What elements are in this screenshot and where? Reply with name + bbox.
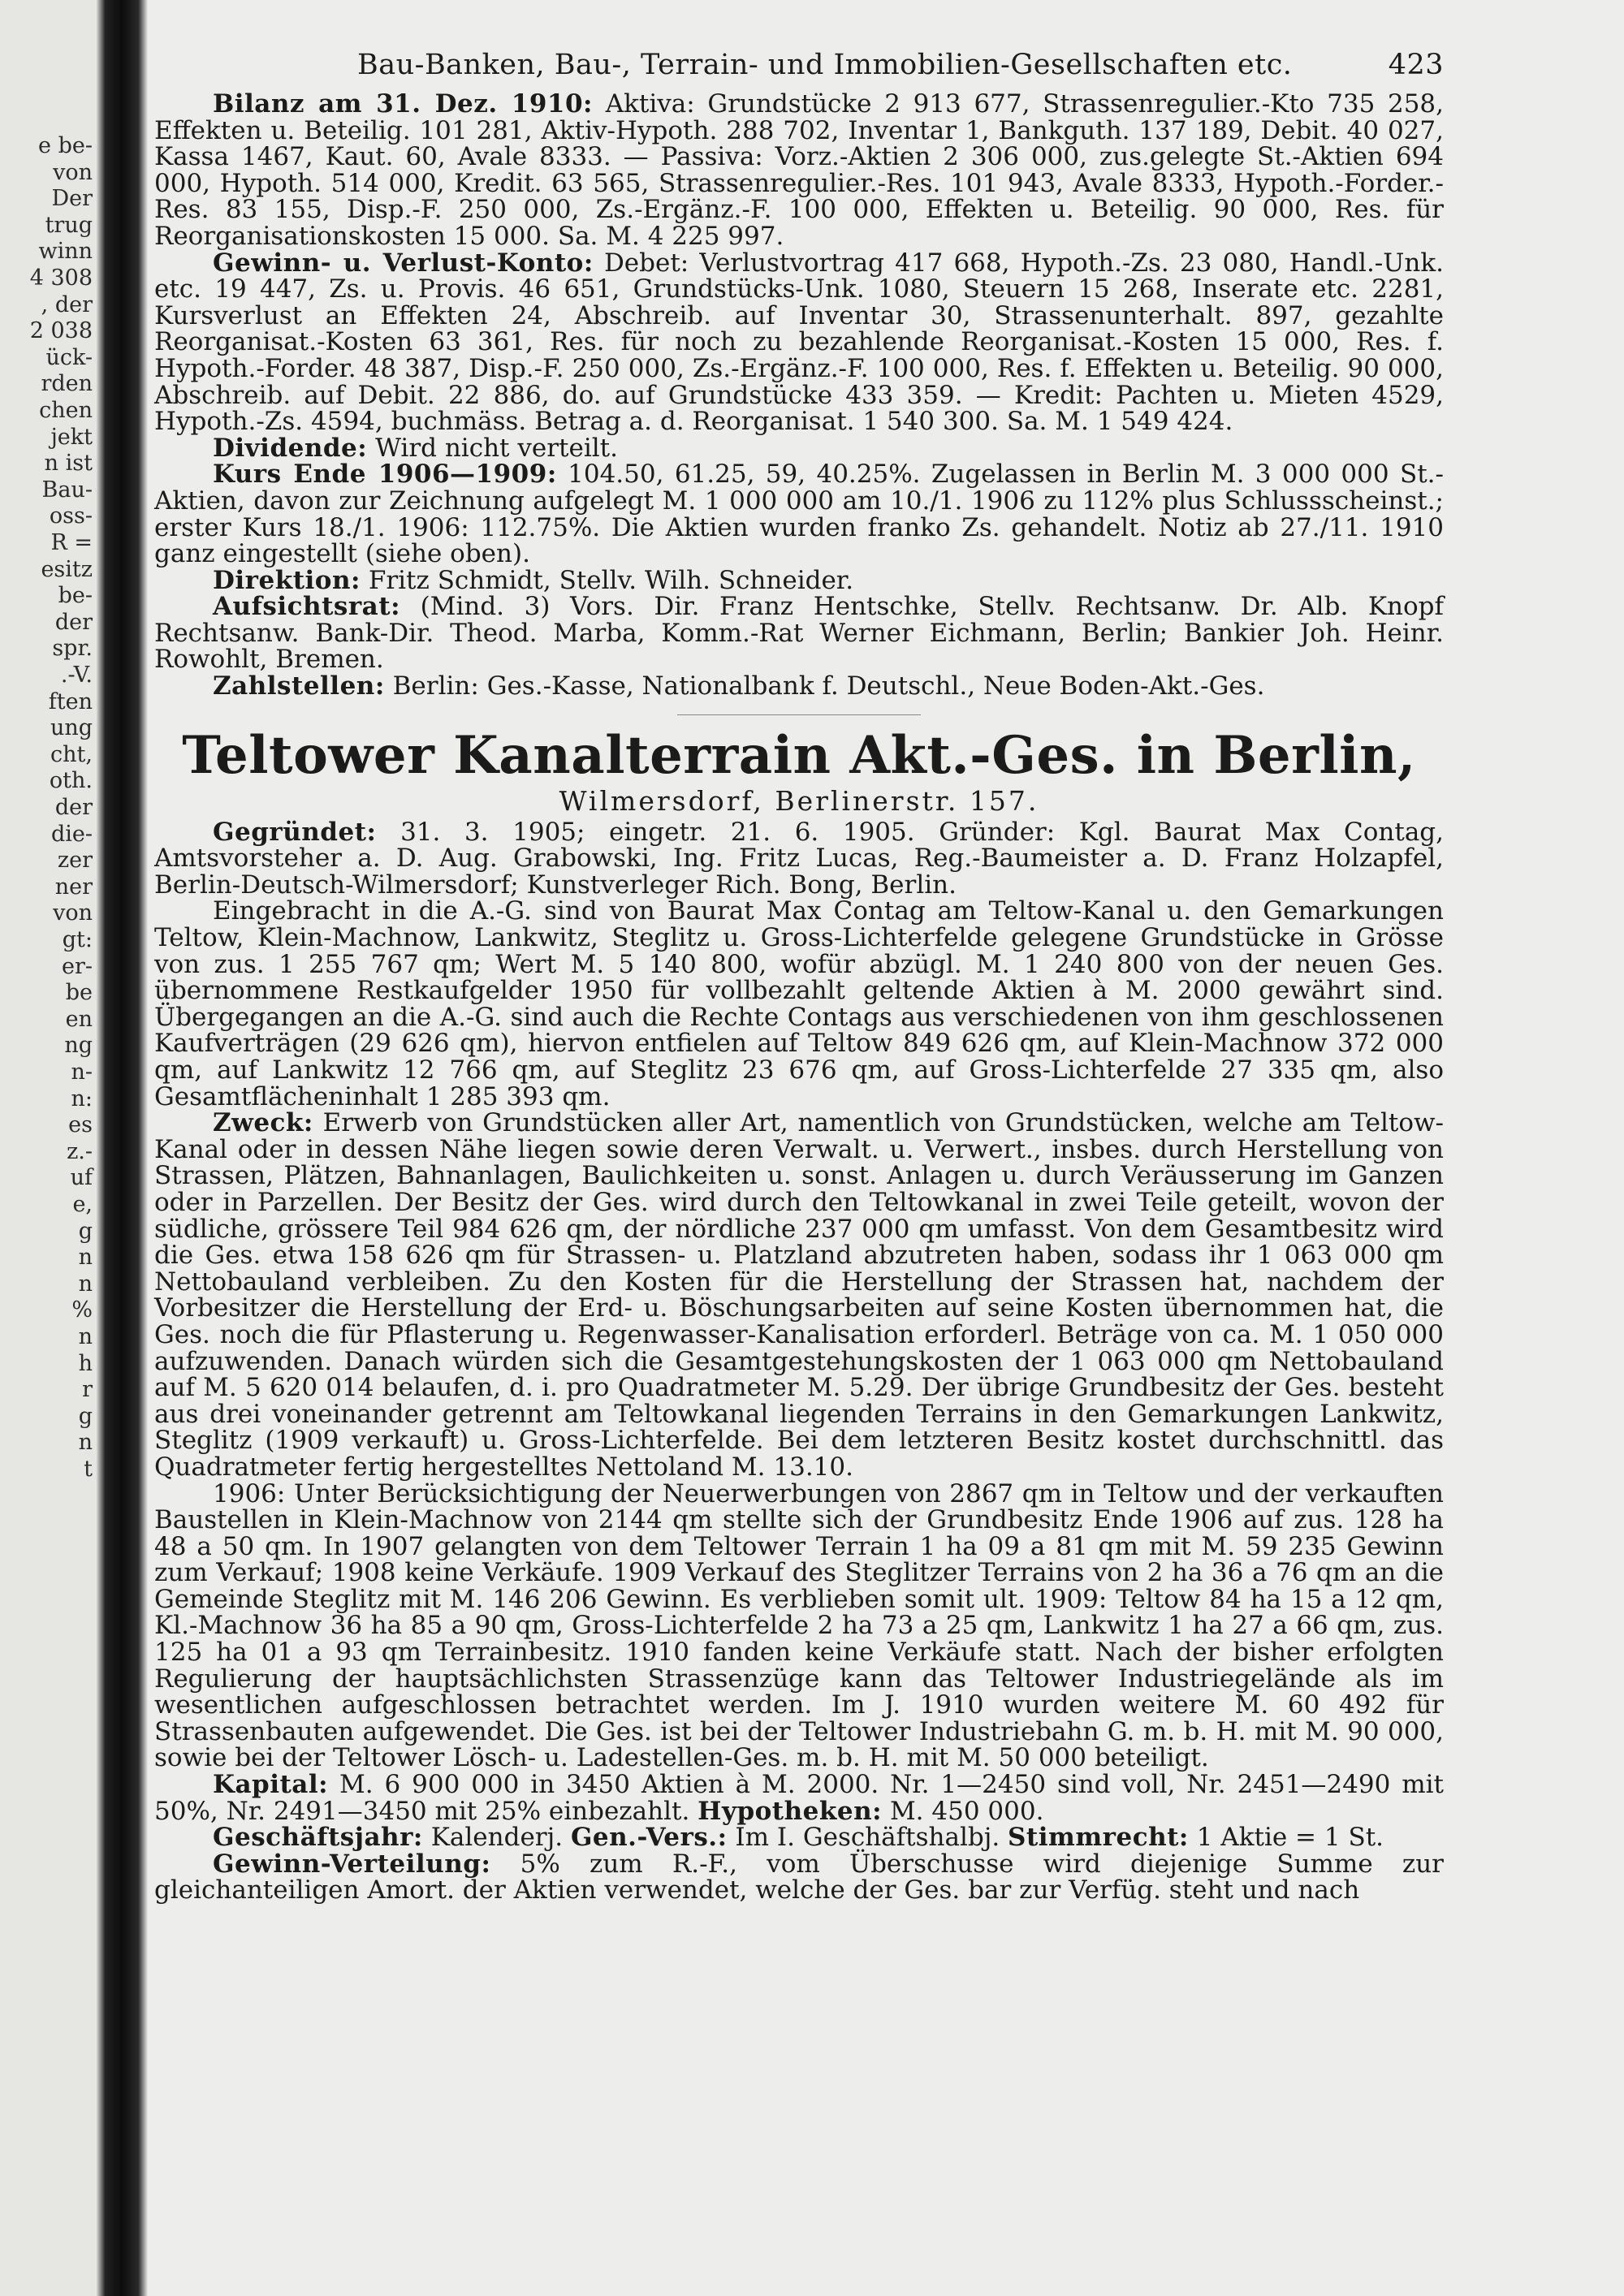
gen-vers-text: Im I. Geschäftshalbj. (735, 1823, 1000, 1853)
aufsichtsrat-label: Aufsichtsrat: (213, 592, 401, 622)
direktion-label: Direktion: (213, 565, 361, 595)
gegruendet-text: 31. 3. 1905; eingetr. 21. 6. 1905. Gründer: Kgl. Baurat Max Contag, Amtsvorsteher a. D. Aug. Grabowski, Ing. Fritz Lucas, Reg.-Baumeister a. D. Franz Holzapfel, Berlin-Deutsch-Wilmersdorf; Kunstverleger Rich. Bong, Berlin. (154, 817, 1445, 900)
margin-fragment: gt: (62, 927, 93, 952)
direktion-text: Fritz Schmidt, Stellv. Wilh. Schneider. (368, 565, 854, 595)
running-head (154, 49, 1444, 91)
kurs-paragraph (154, 461, 1444, 567)
margin-fragment: t (84, 1457, 93, 1482)
margin-fragment: esitz (41, 556, 93, 582)
margin-fragment: von (53, 159, 93, 185)
margin-fragment: n- (71, 1060, 93, 1085)
geschaeftsjahr-text: Kalenderj. (430, 1823, 564, 1853)
kapital-text: M. 6 900 000 in 3450 Aktien à M. 2000. Nr. 1—2450 sind voll, Nr. 2451—2490 mit 50%, Nr. 2491—3450 mit 25% einbezahlt. (154, 1770, 1444, 1826)
kurs-text: 104.50, 61.25, 59, 40.25%. Zugelassen in Berlin M. 3 000 000 St.-Aktien, davon zur Zeichnung aufgelegt M. 1 000 000 am 10./1. 1906 zu 112% plus Schlussscheinst.; erster Kurs 18./1. 1906: 112.75%. Die Aktien wurden franko Zs. gehandelt. Notiz ab 27./11. 1910 ganz eingestellt (siehe oben). (154, 460, 1444, 569)
hypotheken-label: Hypotheken: (698, 1796, 883, 1826)
eingebracht-paragraph: Eingebracht in die A.-G. sind von Baurat Max Contag am Teltow-Kanal u. den Gemarkungen Teltow, Klein-Machnow, Lankwitz, Steglitz u. Gross-Lichterfelde gelegene Grundstücke in Grösse von zus. 1 255 767 qm; Wert M. 5 140 800, wofür abzügl. M. 1 240 800 von der neuen Ges. übernommene Restkaufgelder 1950 für vollbezahlt geltende Aktien à M. 2000 gewährt sind. Übergegangen an die A.-G. sind auch die Rechte Contags aus verschiedenen von ihm geschlossenen Kaufverträgen (29 626 qm), hiervon entfielen auf Teltow 849 626 qm, auf Klein-Machnow 372 000 qm, auf Lankwitz 12 766 qm, auf Steglitz 23 676 qm, auf Gross-Lichterfelde 27 335 qm, also Gesamtflächeninhalt 1 285 393 qm. (154, 896, 1444, 1111)
margin-fragment: h (78, 1350, 93, 1376)
stimmrecht-label: Stimmrecht: (1008, 1823, 1189, 1853)
zahlstellen-text: Berlin: Ges.-Kasse, Nationalbank f. Deutschl., Neue Boden-Akt.-Ges. (392, 671, 1265, 701)
margin-fragment: g (78, 1403, 93, 1429)
stimmrecht-text: 1 Aktie = 1 St. (1196, 1823, 1384, 1853)
geschaeftsjahr-paragraph (154, 1824, 1444, 1851)
running-head-title: Bau-Banken, Bau-, Terrain- und Immobilien-Gesellschaften etc. (357, 49, 1293, 81)
dividende-paragraph (154, 435, 1444, 462)
hypotheken-text: M. 450 000. (889, 1796, 1044, 1826)
geschaeftsjahr-label: Geschäftsjahr: (213, 1823, 423, 1853)
margin-fragment: der (54, 609, 93, 635)
bilanz-text: Aktiva: Grundstücke 2 913 677, Strassenregulier.-Kto 735 258, Effekten u. Beteilig. 101 281, Aktiv-Hypoth. 288 702, Inventar 1, Bankguth. 137 189, Debit. 40 027, Kassa 1467, Kaut. 60, Avale 8333. — Passiva: Vorz.-Aktien 2 306 000, zus.gelegte St.-Aktien 694 000, Hypoth. 514 000, Kredit. 63 565, Strassenregulier.-Res. 101 943, Avale 8333, Hypoth.-Forder.-Res. 83 155, Disp.-F. 250 000, Zs.-Ergänz.-F. 100 000, Effekten u. Beteilig. 90 000, Res. für Reorganisationskosten 15 000. Sa. M. 4 225 997. (154, 89, 1445, 251)
margin-fragment: r (82, 1377, 93, 1403)
gewinn-verteilung-label: Gewinn-Verteilung: (213, 1849, 491, 1879)
margin-fragment: n (78, 1324, 93, 1349)
zweck-text: Erwerb von Grundstücken aller Art, namentlich von Grundstücken, welche am Teltow-Kanal oder in dessen Nähe liegen sowie deren Verwalt. u. Verwert., insbes. durch Herstellung von Strassen, Plätzen, Bahnanlagen, Baulichkeiten u. sonst. Anlagen u. durch Veräusserung im Ganzen oder in Parzellen. Der Besitz der Ges. wird durch den Teltowkanal in zwei Teile geteilt, wovon der südliche, grössere Teil 984 626 qm, der nördliche 237 000 qm umfasst. Von dem Gesamtbesitz wird die Ges. etwa 158 626 qm für Strassen- u. Platzland abzutreten haben, sodass ihr 1 063 000 qm Nettobauland verbleiben. Zu den Kosten für die Herstellung der Strassen hat, nachdem der Vorbesitzer die Herstellung der Erd- u. Böschungsarbeiten auf seine Kosten übernommen hat, die Ges. noch die für Pflasterung u. Regenwasser-Kanalisation erforderl. Beträge von ca. M. 1 050 000 aufzuwenden. Danach würden sich die Gesamtgestehungskosten der 1 063 000 qm Nettobauland auf M. 5 620 014 belaufen, d. i. pro Quadratmeter M. 5.29. Der übrige Grundbesitz der Ges. besteht aus drei voneinander getrennt am Teltowkanal liegenden Terrains in den Gemarkungen Lankwitz, Steglitz (1909 verkauft) u. Gross-Lichterfelde. Bei dem letzteren Besitz kostet durchschnittl. das Quadratmeter fertig hergestelltes Nettoland M. 13.10. (154, 1108, 1445, 1482)
margin-fragment: ng (64, 1033, 93, 1059)
margin-fragment: ück- (45, 344, 93, 370)
section-separator (677, 714, 921, 715)
margin-fragment: g (78, 1218, 93, 1244)
margin-fragment: der (54, 795, 93, 820)
margin-fragment: Bau- (41, 477, 93, 503)
margin-fragment: oss- (49, 503, 93, 529)
margin-fragment: be (65, 980, 93, 1006)
gewinn-verteilung-text: 5% zum R.-F., vom Überschusse wird diejenige Summe zur gleichanteiligen Amort. der Aktien verwendet, welche der Ges. bar zur Verfüg. steht und nach (154, 1849, 1444, 1905)
margin-fragment: zer (57, 848, 93, 874)
margin-fragment: trug (45, 212, 93, 238)
gewinn-verlust-label: Gewinn- u. Verlust-Konto: (213, 248, 594, 278)
margin-fragment: , der (41, 291, 93, 317)
margin-fragment: en (65, 1006, 93, 1032)
margin-fragment: 2 038 (29, 318, 93, 344)
dividende-label: Dividende: (213, 433, 368, 463)
aufsichtsrat-text: (Mind. 3) Vors. Dir. Franz Hentschke, Stellv. Rechtsanw. Dr. Alb. Knopf Rechtsanw. Bank-Dir. Theod. Marba, Komm.-Rat Werner Eichmann, Berlin; Bankier Joh. Heinr. Rowohlt, Bremen. (154, 592, 1444, 675)
margin-fragment: n: (71, 1085, 93, 1111)
margin-fragment: Der (51, 186, 93, 212)
margin-fragment: er- (61, 953, 93, 979)
margin-fragment: jekt (50, 424, 93, 450)
page-number: 423 (1388, 49, 1444, 81)
year-1906-paragraph: 1906: Unter Berücksichtigung der Neuerwerbungen von 2867 qm in Teltow und der verkauften Baustellen in Klein-Machnow von 2144 qm stellte sich der Grundbesitz Ende 1906 auf zus. 128 ha 48 a 50 qm. In 1907 gelangten von dem Teltower Terrain 1 ha 09 a 81 qm mit M. 59 235 Gewinn zum Verkauf; 1908 keine Verkäufe. 1909 Verkauf des Steglitzer Terrains von 2 ha 36 a 76 qm an die Gemeinde Steglitz mit M. 146 206 Gewinn. Es verblieben somit ult. 1909: Teltow 84 ha 15 a 12 qm, Kl.-Machnow 36 ha 85 a 90 qm, Gross-Lichterfelde 2 ha 73 a 25 qm, Lankwitz 1 ha 27 a 66 qm, zus. 125 ha 01 a 93 qm Terrainbesitz. 1910 fanden keine Verkäufe statt. Nach der bisher erfolgten Regulierung der hauptsächlichsten Strassenzüge kann das Teltower Industriegelände als im wesentlichen aufgeschlossen betrachtet werden. Im J. 1910 wurden weitere M. 60 492 für Strassenbauten aufgewendet. Die Ges. ist bei der Teltower Industriebahn G. m. b. H. mit M. 90 000, sowie bei der Teltower Lösch- u. Ladestellen-Ges. m. b. H. mit M. 50 000 beteiligt. (154, 1478, 1444, 1773)
margin-fragment: oth. (49, 768, 93, 794)
margin-fragment: rden (41, 371, 93, 397)
margin-fragment: spr. (52, 636, 93, 662)
margin-fragment: z.- (67, 1138, 93, 1164)
margin-fragment: ung (50, 715, 93, 741)
gewinn-verlust-text: Debet: Verlustvortrag 417 668, Hypoth.-Zs. 23 080, Handl.-Unk. etc. 19 447, Zs. u. Provis. 46 651, Grundstücks-Unk. 1080, Steuern 15 268, Inserate etc. 2281, Kursverlust an Effekten 24, Abschreib. auf Inventar 30, Strassenunterhalt. 897, gezahlte Reorganisat.-Kosten 63 361, Res. für noch zu bezahlende Reorganisat.-Kosten 15 000, Res. f. Hypoth.-Forder. 48 387, Disp.-F. 250 000, Zs.-Ergänz.-F. 100 000, Res. f. Effekten u. Beteilig. 90 000, Abschreib. auf Debit. 22 886, do. auf Grundstücke 433 359. — Kredit: Pachten u. Mieten 4529, Hypoth.-Zs. 4594, buchmäss. Betrag a. d. Reorganisat. 1 540 300. Sa. M. 1 549 424. (154, 248, 1445, 437)
aufsichtsrat-paragraph (154, 593, 1444, 673)
dividende-text: Wird nicht verteilt. (375, 433, 618, 463)
margin-fragment: ner (54, 874, 93, 900)
margin-fragment: uf (70, 1165, 93, 1191)
zweck-label: Zweck: (213, 1108, 313, 1138)
direktion-paragraph (154, 565, 1444, 595)
margin-fragment: n ist (44, 451, 93, 477)
margin-fragment: n (78, 1430, 93, 1456)
gegruendet-label: Gegründet: (213, 817, 377, 847)
company-address: Wilmersdorf, Berlinerstr. 157. (559, 784, 1039, 817)
gewinn-verlust-paragraph (154, 250, 1444, 435)
margin-fragment: be- (58, 583, 93, 609)
margin-fragment: ften (48, 688, 93, 714)
bilanz-paragraph (154, 91, 1444, 250)
gegruendet-paragraph (154, 819, 1444, 899)
margin-fragment: winn (38, 239, 93, 265)
margin-fragment: % (71, 1297, 93, 1323)
margin-fragment: n (78, 1271, 93, 1297)
gen-vers-label: Gen.-Vers.: (570, 1823, 728, 1853)
zweck-paragraph (154, 1110, 1444, 1480)
book-gutter (96, 0, 148, 2296)
zahlstellen-label: Zahlstellen: (213, 671, 385, 701)
bilanz-label: Bilanz am 31. Dez. 1910: (213, 89, 593, 119)
margin-fragment: es (68, 1112, 93, 1138)
page (154, 49, 1444, 1904)
kapital-label: Kapital: (213, 1770, 329, 1800)
margin-fragment: e be- (38, 133, 93, 158)
gewinn-verteilung-paragraph (154, 1851, 1444, 1904)
kurs-label: Kurs Ende 1906—1909: (213, 460, 557, 490)
zahlstellen-paragraph (154, 673, 1444, 700)
margin-fragment: e, (72, 1192, 93, 1217)
previous-page-margin (0, 0, 96, 2296)
margin-fragment: die- (50, 821, 93, 847)
margin-fragment: von (53, 900, 93, 926)
kapital-paragraph (154, 1772, 1444, 1824)
margin-fragment: .-V. (60, 662, 93, 688)
margin-fragment: R = (50, 530, 93, 555)
margin-fragment: 4 308 (29, 265, 93, 291)
margin-fragment: chen (39, 398, 93, 423)
margin-fragment: cht, (50, 741, 93, 767)
margin-fragment: n (78, 1245, 93, 1271)
company-title: Teltower Kanalterrain Akt.-Ges. in Berlin, (182, 724, 1416, 786)
